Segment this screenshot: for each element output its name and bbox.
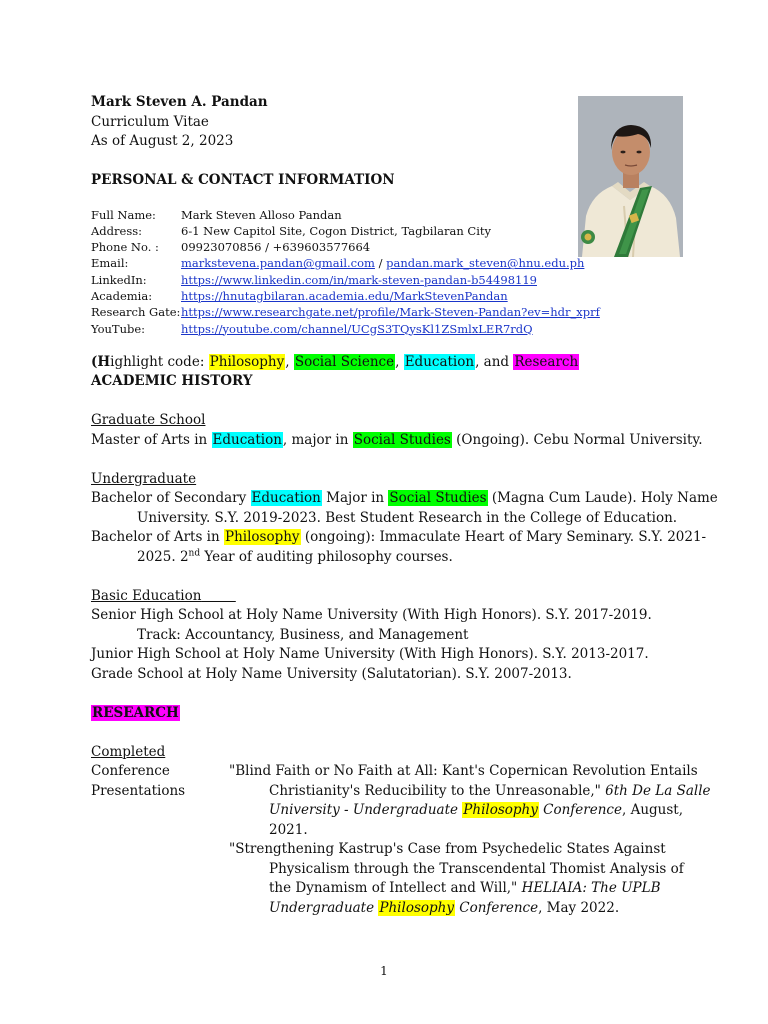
conference-presentations-label: Conference Presentations [91,763,186,799]
contact-label: Phone No. : [91,240,159,255]
contact-value: Mark Steven Alloso Pandan [181,207,342,222]
hl-social-studies: Social Studies [389,490,487,507]
undergrad-entry-bse: Bachelor of Secondary Education Major in Social Studies (Magna Cum Laude). Holy Name [91,490,718,507]
legend-sep: , [285,353,294,370]
contact-row-address [91,223,691,239]
contact-label: LinkedIn: [91,272,147,287]
hl-philosophy: Philosophy [379,899,454,916]
legend-research: Research [514,353,579,370]
basic-entry-gs: Grade School at Holy Name University (Salutatorian). S.Y. 2007-2013. [91,665,572,682]
contact-label: YouTube: [91,321,146,336]
contact-label: Email: [91,256,129,271]
email-separator: / [374,256,387,271]
contact-row-youtube [91,321,691,337]
academic-history-heading: ACADEMIC HISTORY [91,373,253,390]
presentation-item: "Strengthening Kastrup's Case from Psychedelic States Against Physicalism through the Transcendental Thomist Analysis of the Dynamism of Intellect and Will," HELIAIA: The UPLB Undergraduate Philosophy Conference, May 2022. [229,841,684,916]
contact-row-full-name [91,207,691,223]
contact-value: 09923070856 / +639603577664 [181,240,371,255]
legend-sep: , [395,353,404,370]
undergraduate-heading: Undergraduate [91,470,197,487]
legend-paren: ( [91,353,98,370]
contact-label: Full Name: [91,207,156,222]
research-heading-row [91,704,691,724]
basic-entry-jhs: Junior High School at Holy Name University (With High Honors). S.Y. 2013-2017. [91,646,649,663]
cv-document [91,93,718,918]
legend-social-science: Social Science [294,353,395,370]
basic-entry-shs: Senior High School at Holy Name University (With High Honors). S.Y. 2017-2019. [91,607,652,624]
research-heading: RESEARCH [92,704,179,721]
graduate-school-heading: Graduate School [91,412,206,429]
contact-label: Address: [91,223,143,238]
contact-value: 6-1 New Capitol Site, Cogon District, Tagbilaran City [181,223,492,238]
personal-info-heading: PERSONAL & CONTACT INFORMATION [91,172,395,188]
legend-education: Education [404,353,475,370]
cv-name: Mark Steven A. Pandan [91,94,268,110]
undergrad-entry-ab: Bachelor of Arts in Philosophy (ongoing): Immaculate Heart of Mary Seminary. S.Y. 2021- [91,529,707,546]
hl-education: Education [212,431,282,448]
page-number: 1 [380,964,388,978]
contact-label: Academia: [91,288,153,303]
youtube-link[interactable]: https://youtube.com/channel/UCgS3TQysKl1ZSmlxLER7rdQ [181,321,533,336]
legend-prefix: ighlight code: [110,353,209,370]
highlight-code-legend [91,353,691,373]
cv-doc-type: Curriculum Vitae [91,113,209,130]
hl-education: Education [251,490,321,507]
hl-social-studies: Social Studies [353,431,451,448]
legend-h: H [97,353,111,370]
contact-table [91,207,691,337]
completed-heading: Completed [91,743,166,760]
linkedin-link[interactable]: https://www.linkedin.com/in/mark-steven-pandan-b54498119 [181,272,537,287]
graduate-entry: Master of Arts in Education, major in Social Studies (Ongoing). Cebu Normal University. [91,431,703,448]
researchgate-link[interactable]: https://www.researchgate.net/profile/Mark-Steven-Pandan?ev=hdr_xprf [181,305,600,320]
contact-label: Research Gate: [91,305,181,320]
cv-as-of-date: As of August 2, 2023 [91,133,234,149]
conference-presentations [91,762,711,918]
contact-row-academia [91,288,691,304]
presentation-list [229,762,711,918]
contact-row-phone [91,239,691,255]
undergrad-entry-bse-cont: University. S.Y. 2019-2023. Best Student Research in the College of Education. [137,509,678,526]
contact-row-email [91,255,691,271]
contact-row-researchgate [91,304,691,320]
academia-link[interactable]: https://hnutagbilaran.academia.edu/MarkStevenPandan [181,288,508,303]
legend-philosophy: Philosophy [209,353,285,370]
email-link-hnu[interactable]: pandan.mark_steven@hnu.edu.ph [386,256,585,271]
basic-entry-shs-track: Track: Accountancy, Business, and Management [137,626,469,643]
hl-philosophy: Philosophy [463,802,538,819]
legend-sep: , and [475,353,514,370]
email-link-gmail[interactable]: markstevena.pandan@gmail.com [181,256,375,271]
contact-row-linkedin [91,272,691,288]
basic-education-heading: Basic Education [91,587,202,604]
presentation-item: "Blind Faith or No Faith at All: Kant's Copernican Revolution Entails Christianity's Reducibility to the Unreasonable," 6th De La Salle University - Undergraduate Philosophy Conference, August, 2021. [229,763,711,838]
undergrad-entry-ab-cont: 2025. 2nd Year of auditing philosophy courses. [137,548,453,565]
hl-philosophy: Philosophy [224,529,300,546]
